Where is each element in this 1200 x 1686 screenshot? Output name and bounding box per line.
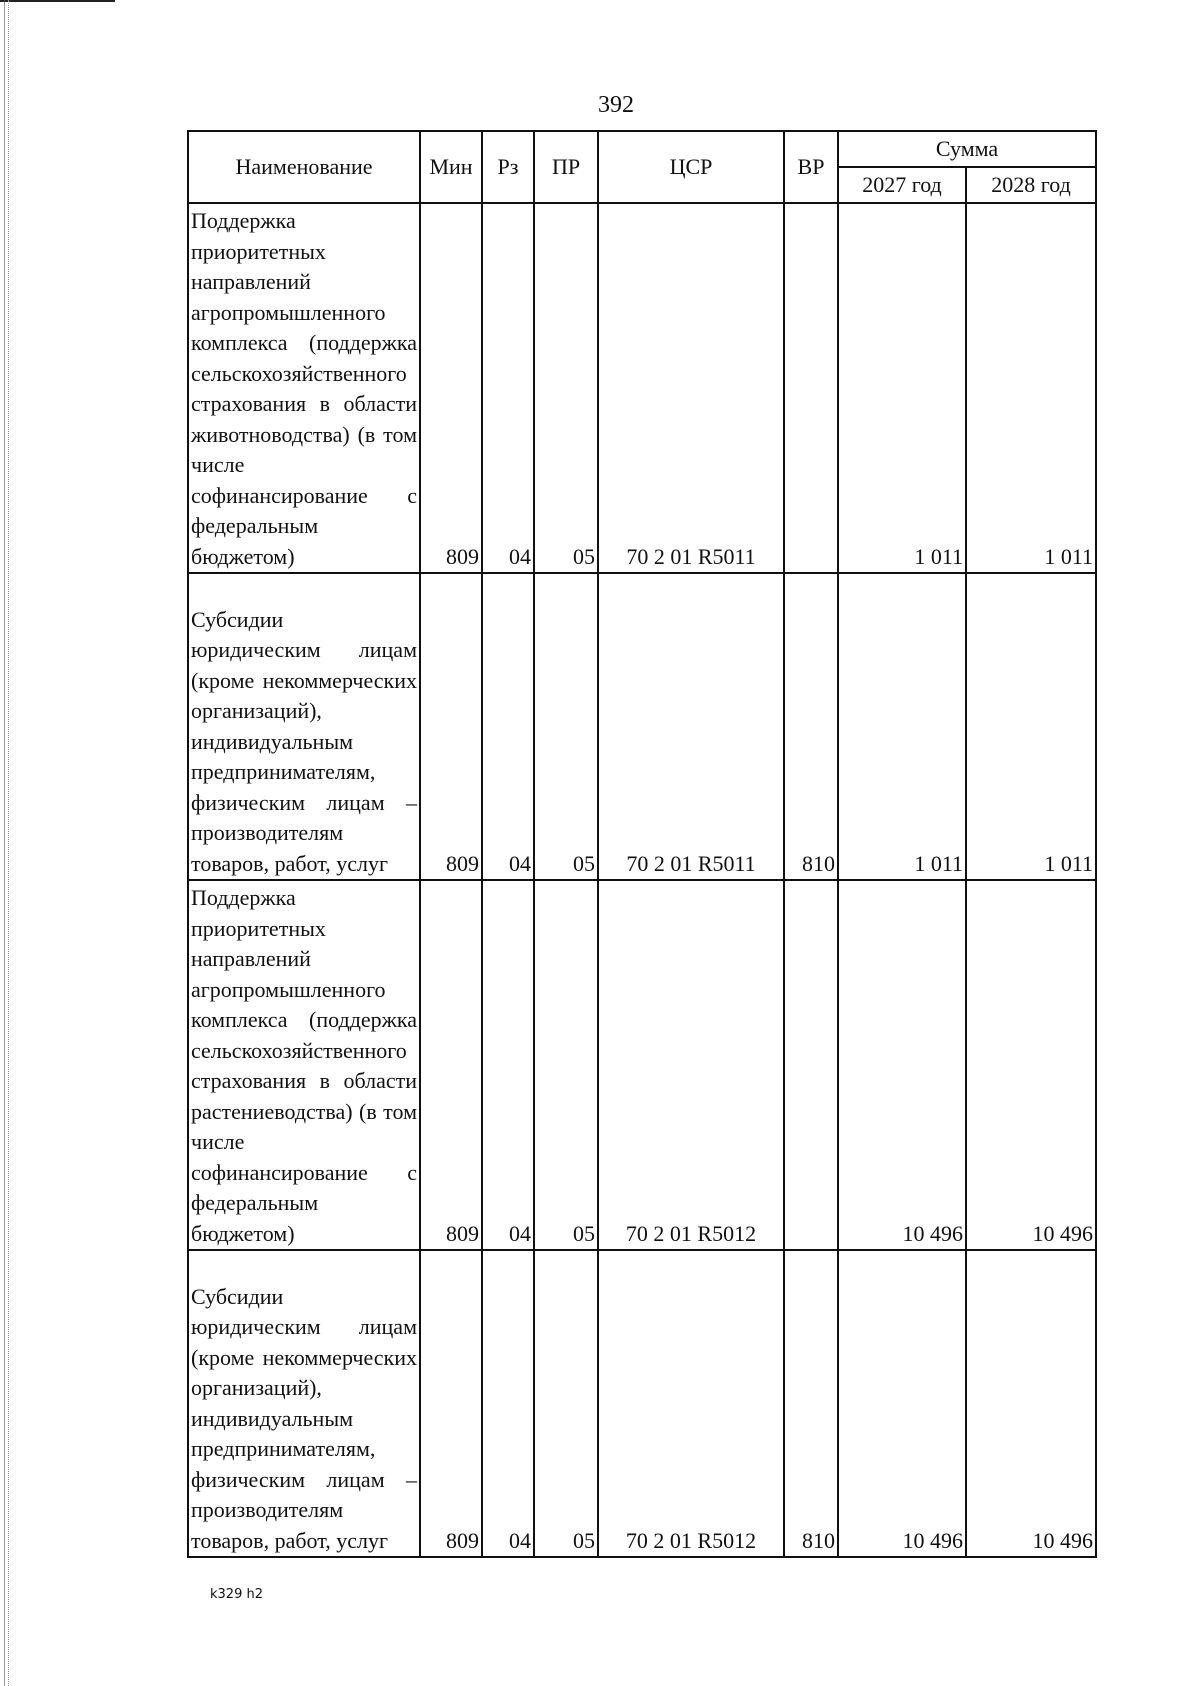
header-2028: 2028 год xyxy=(966,167,1096,203)
row-pr: 05 xyxy=(534,1250,598,1557)
row-2028: 1 011 xyxy=(966,573,1096,880)
row-2027: 1 011 xyxy=(838,573,966,880)
row-2027: 10 496 xyxy=(838,880,966,1250)
row-csr: 70 2 01 R5011 xyxy=(598,203,784,573)
row-csr: 70 2 01 R5011 xyxy=(598,573,784,880)
row-2028: 1 011 xyxy=(966,203,1096,573)
header-summa: Сумма xyxy=(838,131,1096,167)
header-min: Мин xyxy=(420,131,482,203)
footer-code: k329 h2 xyxy=(210,1587,263,1602)
header-name: Наименование xyxy=(188,131,420,203)
row-name: Субсидии юридическим лицам (кроме некоммерческих организаций), индивидуальным предпринимателям, физическим лицам – производителям товаров, работ, услуг xyxy=(188,573,420,880)
row-min: 809 xyxy=(420,880,482,1250)
scan-edge xyxy=(4,0,5,1686)
row-2028: 10 496 xyxy=(966,1250,1096,1557)
row-csr: 70 2 01 R5012 xyxy=(598,880,784,1250)
row-rz: 04 xyxy=(482,1250,534,1557)
page-number: 392 xyxy=(598,92,634,118)
header-pr: ПР xyxy=(534,131,598,203)
row-min: 809 xyxy=(420,1250,482,1557)
row-vr: 810 xyxy=(784,573,838,880)
row-vr xyxy=(784,880,838,1250)
row-rz: 04 xyxy=(482,880,534,1250)
row-name: Поддержка приоритетных направлений агропромышленного комплекса (поддержка сельскохозяйственного страхования в области животноводства) (в том числе софинансирование с федеральным бюджетом) xyxy=(188,203,420,573)
row-rz: 04 xyxy=(482,573,534,880)
row-min: 809 xyxy=(420,573,482,880)
row-pr: 05 xyxy=(534,203,598,573)
row-rz: 04 xyxy=(482,203,534,573)
budget-table xyxy=(187,130,1097,1558)
row-2027: 10 496 xyxy=(838,1250,966,1557)
table-row xyxy=(188,573,1096,880)
header-csr: ЦСР xyxy=(598,131,784,203)
row-name: Поддержка приоритетных направлений агропромышленного комплекса (поддержка сельскохозяйственного страхования в области растениеводства) (в том числе софинансирование с федеральным бюджетом) xyxy=(188,880,420,1250)
scan-edge xyxy=(8,0,10,1686)
row-csr: 70 2 01 R5012 xyxy=(598,1250,784,1557)
row-pr: 05 xyxy=(534,880,598,1250)
row-min: 809 xyxy=(420,203,482,573)
header-2027: 2027 год xyxy=(838,167,966,203)
row-pr: 05 xyxy=(534,573,598,880)
row-vr xyxy=(784,203,838,573)
table-row xyxy=(188,880,1096,1250)
row-2027: 1 011 xyxy=(838,203,966,573)
row-name: Субсидии юридическим лицам (кроме некоммерческих организаций), индивидуальным предпринимателям, физическим лицам – производителям товаров, работ, услуг xyxy=(188,1250,420,1557)
scan-edge xyxy=(0,0,115,2)
header-rz: Рз xyxy=(482,131,534,203)
header-vr: ВР xyxy=(784,131,838,203)
row-vr: 810 xyxy=(784,1250,838,1557)
table-row xyxy=(188,203,1096,573)
row-2028: 10 496 xyxy=(966,880,1096,1250)
table-row xyxy=(188,1250,1096,1557)
